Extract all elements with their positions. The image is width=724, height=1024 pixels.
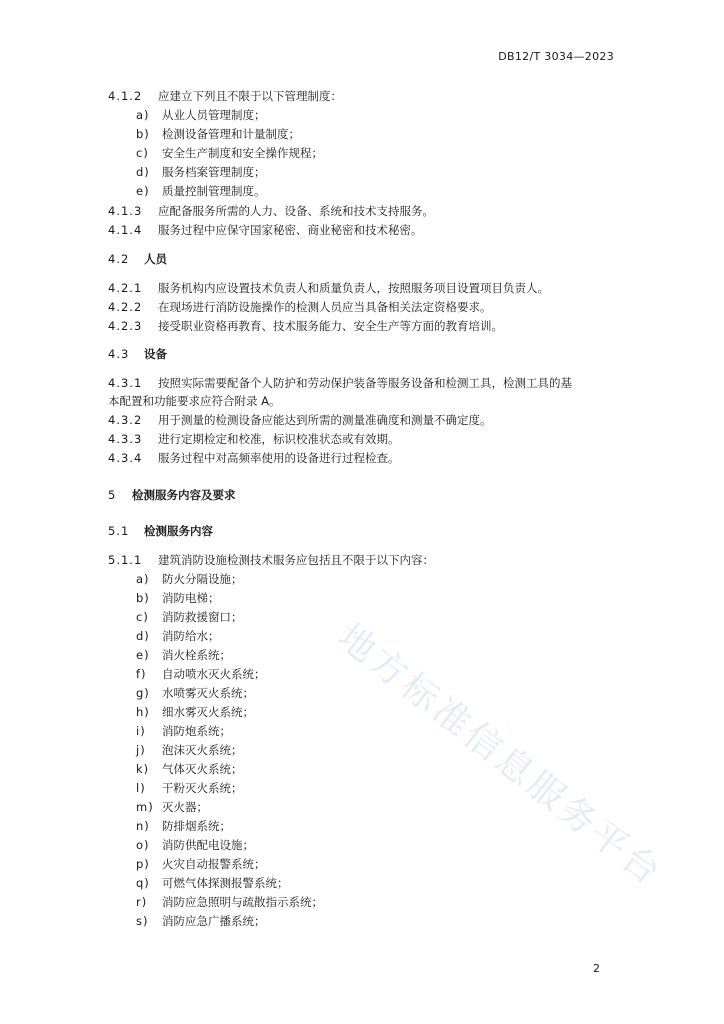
item-text: 服务档案管理制度； bbox=[162, 165, 266, 179]
list-item bbox=[136, 856, 656, 872]
list-item bbox=[136, 590, 656, 606]
item-label: p) bbox=[136, 857, 150, 871]
item-label: e) bbox=[136, 648, 150, 662]
section-heading-5-1 bbox=[108, 523, 628, 539]
section-heading-4-2 bbox=[108, 251, 628, 267]
clause-text: 本配置和功能要求应符合附录 A。 bbox=[108, 394, 281, 408]
item-text: 消防给水； bbox=[162, 629, 220, 643]
section-title: 人员 bbox=[144, 252, 167, 266]
item-label: c) bbox=[136, 610, 149, 624]
list-item bbox=[136, 145, 656, 161]
item-label: m) bbox=[136, 800, 154, 814]
clause-4-3-2 bbox=[108, 412, 628, 428]
item-label: a) bbox=[136, 572, 150, 586]
item-label: d) bbox=[136, 629, 150, 643]
item-text: 火灾自动报警系统； bbox=[162, 857, 266, 871]
clause-text: 应配备服务所需的人力、设备、系统和技术支持服务。 bbox=[158, 204, 434, 218]
page-number: 2 bbox=[593, 962, 600, 975]
clause-number: 5.1.1 bbox=[108, 553, 143, 567]
item-label: s) bbox=[136, 914, 149, 928]
item-label: o) bbox=[136, 838, 150, 852]
list-item bbox=[136, 723, 656, 739]
chapter-title: 检测服务内容及要求 bbox=[132, 488, 236, 502]
item-label: e) bbox=[136, 184, 150, 198]
item-label: l) bbox=[136, 781, 146, 795]
list-item bbox=[136, 742, 656, 758]
clause-4-3-1 bbox=[108, 375, 628, 391]
list-item bbox=[136, 761, 656, 777]
item-text: 消防应急广播系统； bbox=[162, 914, 266, 928]
list-item bbox=[136, 164, 656, 180]
item-text: 消火栓系统； bbox=[162, 648, 231, 662]
section-heading-4-3 bbox=[108, 346, 628, 362]
item-text: 细水雾灭火系统； bbox=[162, 705, 254, 719]
clause-number: 4.2.2 bbox=[108, 300, 143, 314]
section-number: 4.3 bbox=[108, 347, 130, 361]
item-text: 泡沫灭火系统； bbox=[162, 743, 243, 757]
list-item bbox=[136, 107, 656, 123]
item-label: a) bbox=[136, 108, 150, 122]
list-item bbox=[136, 913, 656, 929]
list-item bbox=[136, 609, 656, 625]
clause-text: 建筑消防设施检测技术服务应包括且不限于以下内容： bbox=[158, 553, 434, 567]
section-title: 检测服务内容 bbox=[144, 524, 213, 538]
item-label: q) bbox=[136, 876, 150, 890]
list-item bbox=[136, 704, 656, 720]
item-label: i) bbox=[136, 724, 146, 738]
list-item bbox=[136, 183, 656, 199]
clause-5-1-1 bbox=[108, 552, 628, 568]
item-text: 防排烟系统； bbox=[162, 819, 231, 833]
clause-4-2-2 bbox=[108, 299, 628, 315]
list-item bbox=[136, 571, 656, 587]
item-label: c) bbox=[136, 146, 149, 160]
item-text: 消防炮系统； bbox=[162, 724, 231, 738]
clause-number: 4.1.2 bbox=[108, 89, 143, 103]
clause-number: 4.3.2 bbox=[108, 413, 143, 427]
item-label: g) bbox=[136, 686, 150, 700]
clause-text: 接受职业资格再教育、技术服务能力、安全生产等方面的教育培训。 bbox=[158, 319, 503, 333]
clause-4-1-4 bbox=[108, 222, 628, 238]
section-number: 5.1 bbox=[108, 524, 130, 538]
clause-number: 4.3.3 bbox=[108, 432, 143, 446]
clause-number: 4.2.1 bbox=[108, 281, 143, 295]
clause-4-1-3 bbox=[108, 203, 628, 219]
list-item bbox=[136, 126, 656, 142]
item-text: 质量控制管理制度。 bbox=[162, 184, 266, 198]
clause-4-3-4 bbox=[108, 450, 628, 466]
item-label: d) bbox=[136, 165, 150, 179]
clause-number: 4.1.4 bbox=[108, 223, 143, 237]
item-text: 可燃气体探测报警系统； bbox=[162, 876, 289, 890]
item-label: h) bbox=[136, 705, 150, 719]
item-label: b) bbox=[136, 127, 150, 141]
item-text: 自动喷水灭火系统； bbox=[162, 667, 266, 681]
item-text: 气体灭火系统； bbox=[162, 762, 243, 776]
item-text: 检测设备管理和计量制度； bbox=[162, 127, 300, 141]
chapter-heading-5 bbox=[108, 487, 628, 503]
clause-4-2-3 bbox=[108, 318, 628, 334]
item-text: 消防供配电设施； bbox=[162, 838, 254, 852]
item-text: 消防救援窗口； bbox=[162, 610, 243, 624]
item-text: 从业人员管理制度； bbox=[162, 108, 266, 122]
item-label: r) bbox=[136, 895, 148, 909]
clause-text: 在现场进行消防设施操作的检测人员应当具备相关法定资格要求。 bbox=[158, 300, 492, 314]
clause-number: 4.2.3 bbox=[108, 319, 143, 333]
clause-text: 服务机构内应设置技术负责人和质量负责人，按照服务项目设置项目负责人。 bbox=[158, 281, 549, 295]
clause-text: 按照实际需要配备个人防护和劳动保护装备等服务设备和检测工具，检测工具的基 bbox=[158, 376, 572, 390]
document-code: DB12/T 3034—2023 bbox=[498, 50, 614, 63]
list-item bbox=[136, 875, 656, 891]
section-number: 4.2 bbox=[108, 252, 130, 266]
item-label: j) bbox=[136, 743, 146, 757]
clause-4-1-2 bbox=[108, 88, 628, 104]
clause-4-2-1 bbox=[108, 280, 628, 296]
item-label: f) bbox=[136, 667, 147, 681]
item-label: n) bbox=[136, 819, 150, 833]
item-text: 水喷雾灭火系统； bbox=[162, 686, 254, 700]
clause-text: 用于测量的检测设备应能达到所需的测量准确度和测量不确定度。 bbox=[158, 413, 492, 427]
clause-text: 服务过程中应保守国家秘密、商业秘密和技术秘密。 bbox=[158, 223, 423, 237]
item-text: 干粉灭火系统； bbox=[162, 781, 243, 795]
clause-text: 应建立下列且不限于以下管理制度： bbox=[158, 89, 342, 103]
item-text: 消防电梯； bbox=[162, 591, 220, 605]
clause-text: 进行定期检定和校准，标识校准状态或有效期。 bbox=[158, 432, 400, 446]
clause-number: 4.3.1 bbox=[108, 376, 143, 390]
section-title: 设备 bbox=[144, 347, 167, 361]
item-text: 消防应急照明与疏散指示系统； bbox=[162, 895, 323, 909]
watermark: 地方标准信息服务平台 bbox=[329, 616, 671, 895]
item-label: b) bbox=[136, 591, 150, 605]
item-label: k) bbox=[136, 762, 150, 776]
item-text: 防火分隔设施； bbox=[162, 572, 243, 586]
list-item bbox=[136, 894, 656, 910]
clause-number: 4.1.3 bbox=[108, 204, 143, 218]
clause-text: 服务过程中对高频率使用的设备进行过程检查。 bbox=[158, 451, 400, 465]
chapter-number: 5 bbox=[108, 488, 117, 502]
clause-number: 4.3.4 bbox=[108, 451, 143, 465]
clause-continuation bbox=[108, 393, 628, 409]
clause-4-3-3 bbox=[108, 431, 628, 447]
item-text: 安全生产制度和安全操作规程； bbox=[162, 146, 323, 160]
item-text: 灭火器； bbox=[162, 800, 208, 814]
